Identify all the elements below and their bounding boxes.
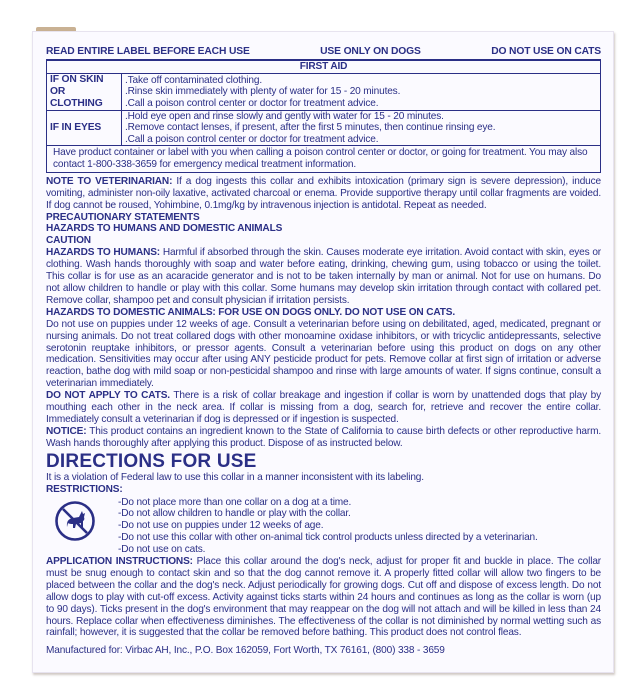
first-aid-step: .Hold eye open and rinse slowly and gently with water for 15 - 20 minutes. [125,110,444,122]
application-instructions [46,556,601,639]
header-dogs-only: USE ONLY ON DOGS [320,46,421,57]
federal-law-text: It is a violation of Federal law to use this collar in a manner inconsistent with its labeling. [46,471,424,483]
restriction-item: -Do not allow children to handle or play with the collar. [118,508,351,520]
first-aid-step: .Take off contaminated clothing. [125,74,262,86]
hazards-heading: HAZARDS TO HUMANS AND DOMESTIC ANIMALS [46,223,283,235]
first-aid-row [47,110,601,145]
first-aid-step: .Rinse skin immediately with plenty of water for 15 - 20 minutes. [125,86,401,98]
notice-text: This product contains an ingredient known to the State of California to cause birth defects or other reproductive harm. Wash hands thoroughly after applying this product. Dispose of as instructed below. [46,425,601,449]
first-aid-row [47,73,601,110]
precautionary-heading: PRECAUTIONARY STATEMENTS [46,211,200,223]
restriction-item: -Do not use on cats. [118,544,206,556]
directions-heading: DIRECTIONS FOR USE [46,450,257,472]
manufacturer-footer: Manufactured for: Virbac AH, Inc., P.O. Box 162059, Fort Worth, TX 76161, (800) 338 - 3659 [46,645,445,657]
label-header [46,46,601,60]
first-aid-step: .Call a poison control center or doctor for treatment advice. [125,133,379,145]
first-aid-note: Have product container or label with you when calling a poison control center or doctor, or going for treatment. You may also contact 1-800-338-3659 for emergency medical treatment information. [47,146,601,173]
cats-warning-label: DO NOT APPLY TO CATS. [46,390,170,402]
no-cats-icon [54,500,96,542]
restrictions-block [46,497,601,557]
restrictions-list [118,497,538,557]
restrictions-label: RESTRICTIONS: [46,483,123,495]
first-aid-row-label: IF ON SKIN OR CLOTHING [47,73,122,110]
first-aid-table [46,60,601,173]
vet-note-label: NOTE TO VETERINARIAN: [46,175,173,187]
vet-note [46,176,601,212]
first-aid-title: FIRST AID [47,60,601,73]
cats-warning-text: There is a risk of collar breakage and ingestion if collar is worn by unattended dogs that play by mouthing each other in the neck area. If collar is missing from a dog, search for, retrieve and recover the entire collar. Immediately consult a veterinarian if dog is depressed or if ingestion is suspected. [46,390,601,425]
vet-note-text: If a dog ingests this collar and exhibits intoxication (primary sign is severe depression), induce vomiting, administer non-oily laxative, activated charcoal or enema. Provide supportive therapy until collar fragments are voided. If dog cannot be roused, Yohimbine, 0.1mg/kg by intravenous injection is antidotal. Repeat as needed. [46,175,601,211]
label-content [46,46,601,657]
hazards-animals-heading: HAZARDS TO DOMESTIC ANIMALS: FOR USE ON DOGS ONLY. DO NOT USE ON CATS. [46,306,455,318]
hazards-humans-label: HAZARDS TO HUMANS: [46,247,161,259]
notice [46,426,601,450]
header-read-label: READ ENTIRE LABEL BEFORE EACH USE [46,46,250,57]
restriction-item: -Do not place more than one collar on a dog at a time. [118,496,352,508]
cats-warning [46,390,601,426]
first-aid-row-label: IF IN EYES [47,110,122,145]
caution-heading: CAUTION [46,235,91,247]
application-label: APPLICATION INSTRUCTIONS: [46,556,193,568]
hazards-animals-text: Do not use on puppies under 12 weeks of age. Consult a veterinarian before using on debilitated, aged, medicated, pregnant or nursing animals. Do not treat collared dogs with other monoamine oxidase inhibitors, or with tricyclic antidepressants, selective serotonin reuptake inhibitors, or pressor agents. Consult a veterinarian before using this product on dogs on any other medication. Sensitivities may occur after using ANY pesticide product for pets. Remove collar at first sign of irritation or adverse reaction, bathe dog with mild soap or non-pesticidal shampoo and rinse with large amounts of water. If signs continue, consult a veterinarian immediately. [46,318,601,390]
notice-label: NOTICE: [46,425,87,437]
first-aid-step: .Remove contact lenses, if present, after the first 5 minutes, then continue rinsing eye. [125,122,496,134]
hazards-humans-text: Harmful if absorbed through the skin. Causes moderate eye irritation. Avoid contact with skin, eyes or clothing. Wash hands thoroughly with soap and water before eating, drinking, chewing gum, using tobacco or using the toilet. This collar is for use as an acaracide generator and is not to be taken internally by man or animal. Not for use on humans. Do not allow children to handle or play with this collar. Some humans may develop skin irritation through contact with collared pet. Remove collar, shampoo pet and consult physician if irritation persists. [46,247,602,306]
header-no-cats: DO NOT USE ON CATS [491,46,601,57]
hazards-humans [46,247,601,307]
application-text: Place this collar around the dog's neck, adjust for proper fit and buckle in place. The collar must be snug enough to contact skin and so that the dog cannot remove it. A properly fitted collar will allow two fingers to be placed between the collar and the dog's neck. Adjust periodically for growing dogs. Cut off and dispose of excess length. Do not allow dogs to play with cut-off excess. Activity against ticks starts within 24 hours and continues as long as the collar is worn (up to 90 days). Ticks present in the dog's environment that may reappear on the dog will not attach and will be killed in less than 24 hours. Replace collar when effectiveness diminishes. The effectiveness of the collar is not diminished by normal wetting such as rainfall; however, it is suggested that the collar be removed before bathing. This product does not control fleas. [46,556,601,639]
restriction-item: -Do not use on puppies under 12 weeks of age. [118,520,324,532]
first-aid-step: .Call a poison control center or doctor for treatment advice. [125,97,379,109]
restriction-item: -Do not use this collar with other on-animal tick control products unless directed by a veterinarian. [118,532,538,544]
